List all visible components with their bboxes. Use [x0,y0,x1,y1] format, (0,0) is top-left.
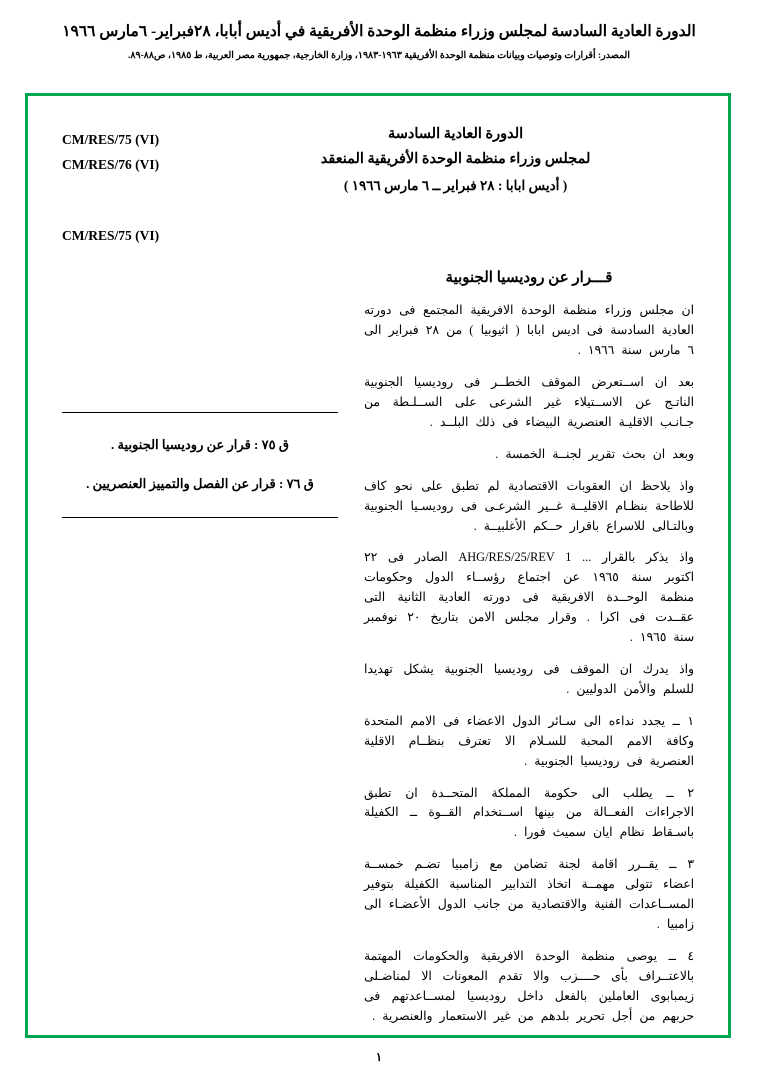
paragraph: ٤ ــ يوصى منظمة الوحدة الافريقية والحكومات المهتمة بالاعتــراف بأى حــــزب والا تقدم المعونات الا لمناضـلى زيمبابوى العاملين بالفعل داخل روديسيا لمســاعدتهم فى حربهم من أجل تحرير بلدهم من غير الاستعمار والعنصرية . [364,948,694,1023]
paragraph: وبعد ان بحث تقرير لجنــة الخمسة . [495,446,694,461]
document-frame [25,93,731,1038]
document-title-line-2: لمجلس وزراء منظمة الوحدة الأفريقية المنعقد [320,151,591,168]
resolution-heading: قـــرار عن روديسيا الجنوبية [445,270,613,287]
resolution-index [62,412,338,518]
document-title-line-1: الدورة العادية السادسة [387,126,524,142]
resolution-codes [62,122,159,178]
paragraph: ٣ ــ يقــرر اقامة لجنة تضامن مع زامبيا تضـم خمســة اعضاء تتولى مهمــة اتخاذ التدابير المناسبة الكفيلة بتوفير المســاعدات الفنية والاقتصادية من جانب الدول الأعضـاء الى زامبيا . [364,857,694,931]
header-source: المصدر: أقرارات وتوصيات وبيانات منظمة الوحدة الأفريقية ١٩٦٣-١٩٨٣، وزارة الخارجية، جمهورية مصر العربية، ط ١٩٨٥، ص٨٨-٨٩. [128,50,630,61]
paragraph: واذ يدرك ان الموقف فى روديسيا الجنوبية يشكل تهديدا للسلم والأمن الدوليين . [364,661,694,696]
page-number: ١ [375,1050,383,1064]
page-header [0,0,758,63]
document-title-dates: ( أديس ابابا : ٢٨ فبراير ــ ٦ مارس ١٩٦٦ ) [343,177,568,193]
paragraph: ٢ ــ يطلب الى حكومة المملكة المتحــدة ان تطبق الاجراءات الفعــالة من بينها اســتخدام القــوة ــ الكفيلة باسـقاط نظام ايان سميث فورا . [364,785,694,840]
paragraph: ١ ــ يجدد نداءه الى سـائر الدول الاعضاء فى الامم المتحدة وكافة الامم المحبة للسـلام الا تعترف بنظــام الاقلية العنصرية فى روديسيا الجنوبية . [364,713,694,768]
resolution-text-column [364,248,694,1038]
index-item: ق ٧٦ : قرار عن الفصل والتمييز العنصريين . [86,476,314,492]
index-item: ق ٧٥ : قرار عن روديسيا الجنوبية . [111,437,289,453]
paragraph: بعد ان اســتعرض الموقف الخطــر فى روديسيا الجنوبية الناتـج عن الاســتيلاء غير الشرعى على الســلـطة من جـانـب الاقليـة العنصرية البيضاء فى ذلك البلــد . [364,375,694,429]
header-title: الدورة العادية السادسة لمجلس وزراء منظمة الوحدة الأفريقية في أديس أبابا، ٢٨فبراير- ٦مارس ١٩٦٦ [62,23,696,40]
document-body [62,248,694,1038]
paragraph: واذ يلاحظ ان العقوبات الاقتصادية لم تطبق على نحو كاف للاطاحة بنظـام الاقليــة غــير الشرعـى فى روديسـيا الجنوبية وبالتـالى للاسراع باقرار حــكم الأغلبيــة . [364,478,694,533]
resolution-code-1: CM/RES/75 (VI) [62,132,160,147]
paragraph: ان مجلس وزراء منظمة الوحدة الافريقية المجتمع فى دورته العادية السادسة فى اديس ابابا ( اثيوبيا ) من ٢٨ فبراير الى ٦ مارس سنة ١٩٦٦ . [364,303,694,358]
document-top-block [62,122,694,198]
resolution-code-2: CM/RES/76 (VI) [62,156,160,172]
active-resolution-code: CM/RES/75 (VI) [62,228,160,244]
document-title-block [177,122,694,198]
resolution-index-column [62,248,364,1038]
paragraph: واذ يذكر بالقرار ... AHG/RES/25/REV 1 الصادر فى ٢٢ اكتوبر سنة ١٩٦٥ عن اجتماع رؤســاء الدول وحكومات منظمة الوحــدة الافريقية فى دورته العادية الثانية التى عقــدت فى اكرا . وقرار مجلس الامن بتاريخ ٢٠ نوفمبر سنة ١٩٦٥ . [364,550,694,645]
